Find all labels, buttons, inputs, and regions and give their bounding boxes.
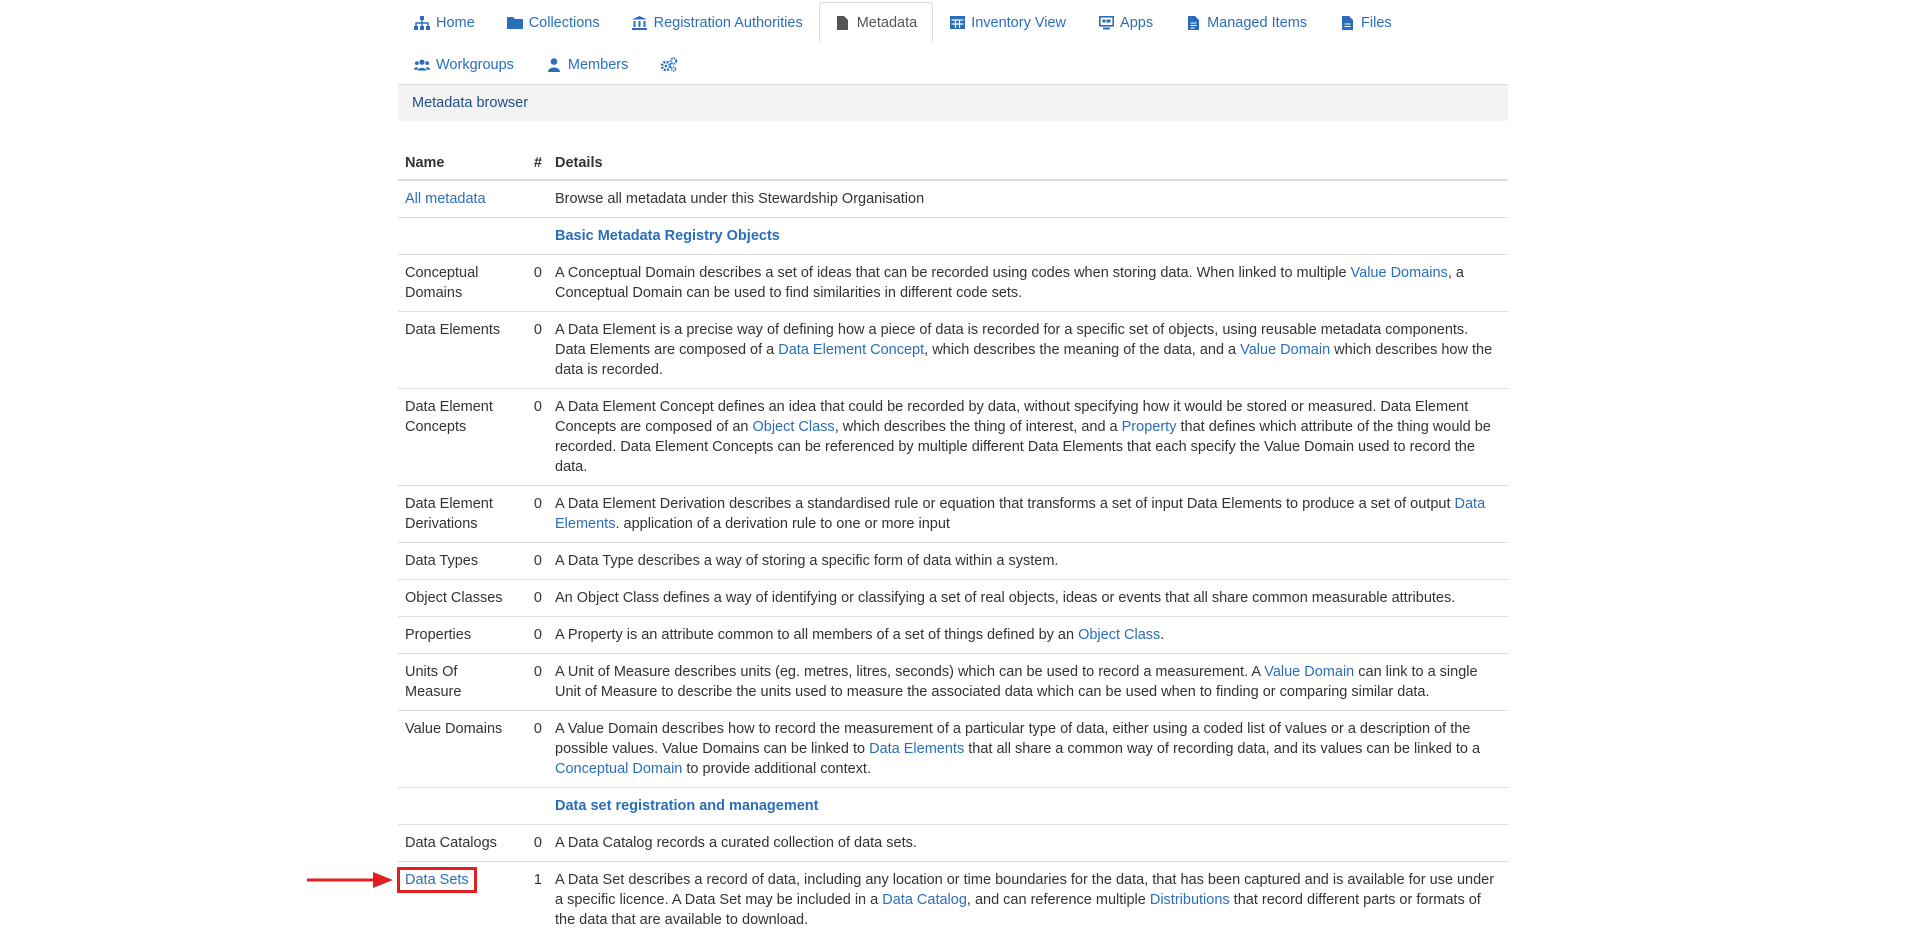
file-text-icon bbox=[1185, 16, 1201, 30]
name-cell bbox=[398, 389, 520, 486]
details-text: that all share a common way of recording data, and its values can be linked to a bbox=[964, 741, 1480, 757]
empty-cell bbox=[520, 788, 548, 825]
tab-settings[interactable] bbox=[644, 44, 694, 85]
file-alt-icon bbox=[1339, 16, 1355, 30]
details-cell bbox=[548, 180, 1508, 218]
count-cell: 0 bbox=[520, 580, 548, 617]
details-text: to provide additional context. bbox=[682, 761, 871, 777]
details-text: A Data Element Derivation describes a standardised rule or equation that transforms a set of input Data Elements to produce a set of output bbox=[555, 496, 1455, 512]
details-text: that defines which attribute of the thing would be recorded. Data Element Concepts can be referenced by multiple different Data Elements that each specify the Value Domain used to record the data. bbox=[555, 419, 1491, 475]
details-text: A Data Catalog records a curated collection of data sets. bbox=[555, 835, 917, 851]
bank-icon bbox=[632, 16, 648, 30]
link-data-elements[interactable]: Data Elements bbox=[869, 741, 964, 757]
count-cell bbox=[520, 180, 548, 218]
item-name-properties: Properties bbox=[405, 627, 471, 643]
name-cell bbox=[398, 312, 520, 389]
tab-label: Registration Authorities bbox=[654, 15, 803, 31]
details-text: A Data Element Concept defines an idea that could be recorded by data, without specifying how it would be stored or measured. Data Element Concepts are composed of an bbox=[555, 399, 1468, 435]
tab-label: Members bbox=[568, 57, 628, 73]
count-cell: 0 bbox=[520, 486, 548, 543]
link-object-class[interactable]: Object Class bbox=[752, 419, 834, 435]
link-data-element-concept[interactable]: Data Element Concept bbox=[778, 342, 924, 358]
link-distributions[interactable]: Distributions bbox=[1150, 892, 1230, 908]
item-name-all-metadata[interactable]: All metadata bbox=[405, 191, 486, 207]
details-text: can link to a single Unit of Measure to describe the units used to measure the associated data which can be used when to finding or comparing similar data. bbox=[555, 664, 1478, 700]
tab-inventory-view[interactable] bbox=[933, 2, 1082, 43]
table-row bbox=[398, 180, 1508, 218]
sitemap-icon bbox=[414, 16, 430, 30]
details-text: A Data Set describes a record of data, including any location or time boundaries for the data, that has been captured and is available for use under a specific licence. A Data Set may be included in a bbox=[555, 872, 1494, 908]
item-name-data-sets[interactable]: Data Sets bbox=[405, 872, 469, 888]
details-text: , which describes the meaning of the data, and a bbox=[924, 342, 1240, 358]
count-cell: 0 bbox=[520, 825, 548, 862]
empty-cell bbox=[398, 788, 520, 825]
table-header-row bbox=[398, 141, 1508, 180]
details-text: A Data Type describes a way of storing a specific form of data within a system. bbox=[555, 553, 1058, 569]
tab-apps[interactable] bbox=[1082, 2, 1169, 43]
details-text: A Conceptual Domain describes a set of ideas that can be recorded using codes when storing data. When linked to multiple bbox=[555, 265, 1351, 281]
link-property[interactable]: Property bbox=[1122, 419, 1177, 435]
details-text: which describes how the data is recorded. bbox=[555, 342, 1492, 378]
monitor-icon bbox=[1098, 16, 1114, 30]
tab-registration-authorities[interactable] bbox=[616, 2, 819, 43]
breadcrumb-metadata-browser[interactable]: Metadata browser bbox=[412, 95, 528, 111]
red-arrow-icon bbox=[305, 870, 395, 890]
table-row bbox=[398, 825, 1508, 862]
header-count: # bbox=[520, 141, 548, 180]
details-text: A Property is an attribute common to all members of a set of things defined by an bbox=[555, 627, 1078, 643]
header-name: Name bbox=[398, 141, 520, 180]
details-cell bbox=[548, 543, 1508, 580]
link-value-domain[interactable]: Value Domain bbox=[1240, 342, 1330, 358]
breadcrumb bbox=[398, 85, 1508, 121]
details-cell bbox=[548, 312, 1508, 389]
item-name-units-of-measure: Units Of Measure bbox=[405, 664, 461, 700]
table-row bbox=[398, 389, 1508, 486]
table-row bbox=[398, 862, 1508, 938]
count-cell: 1 bbox=[520, 862, 548, 938]
file-icon bbox=[835, 16, 851, 30]
tab-label: Metadata bbox=[857, 15, 917, 31]
link-data-catalog[interactable]: Data Catalog bbox=[882, 892, 967, 908]
details-cell bbox=[548, 654, 1508, 711]
table-row bbox=[398, 580, 1508, 617]
count-cell: 0 bbox=[520, 654, 548, 711]
name-cell bbox=[398, 255, 520, 312]
metadata-table bbox=[398, 141, 1508, 938]
details-text: A Data Element is a precise way of defining how a piece of data is recorded for a specific set of objects, using reusable metadata components. Data Elements are composed of a bbox=[555, 322, 1468, 358]
table-row bbox=[398, 711, 1508, 788]
link-conceptual-domain[interactable]: Conceptual Domain bbox=[555, 761, 682, 777]
details-cell bbox=[548, 711, 1508, 788]
count-cell: 0 bbox=[520, 255, 548, 312]
name-cell bbox=[398, 580, 520, 617]
details-text: A Unit of Measure describes units (eg. metres, litres, seconds) which can be used to record a measurement. A bbox=[555, 664, 1264, 680]
details-cell bbox=[548, 389, 1508, 486]
cogs-icon bbox=[660, 58, 678, 72]
link-data-elements[interactable]: Data Elements bbox=[555, 496, 1485, 532]
tab-metadata[interactable] bbox=[819, 2, 933, 43]
tab-home[interactable] bbox=[398, 2, 491, 43]
table-row bbox=[398, 654, 1508, 711]
count-cell: 0 bbox=[520, 711, 548, 788]
details-text: , a Conceptual Domain can be used to find similarities in different code sets. bbox=[555, 265, 1464, 301]
name-cell bbox=[398, 654, 520, 711]
tab-label: Apps bbox=[1120, 15, 1153, 31]
tab-files[interactable] bbox=[1323, 2, 1408, 43]
count-cell: 0 bbox=[520, 617, 548, 654]
details-text: . bbox=[1160, 627, 1164, 643]
page-container bbox=[398, 0, 1508, 938]
link-basic-metadata-registry-objects[interactable]: Basic Metadata Registry Objects bbox=[555, 228, 780, 244]
name-cell bbox=[398, 543, 520, 580]
details-text: , and can reference multiple bbox=[967, 892, 1150, 908]
details-cell bbox=[548, 825, 1508, 862]
folder-icon bbox=[507, 16, 523, 30]
link-object-class[interactable]: Object Class bbox=[1078, 627, 1160, 643]
details-text: An Object Class defines a way of identifying or classifying a set of real objects, ideas or events that all share common measurable attributes. bbox=[555, 590, 1455, 606]
link-data-set-registration-and-management[interactable]: Data set registration and management bbox=[555, 798, 819, 814]
item-name-conceptual-domains: Conceptual Domains bbox=[405, 265, 478, 301]
tab-label: Inventory View bbox=[971, 15, 1066, 31]
name-cell bbox=[398, 825, 520, 862]
user-icon bbox=[546, 58, 562, 72]
name-cell bbox=[398, 617, 520, 654]
item-name-data-elements: Data Elements bbox=[405, 322, 500, 338]
item-name-object-classes: Object Classes bbox=[405, 590, 503, 606]
table-row bbox=[398, 312, 1508, 389]
empty-cell bbox=[398, 218, 520, 255]
item-name-data-element-concepts: Data Element Concepts bbox=[405, 399, 493, 435]
details-cell bbox=[548, 862, 1508, 938]
table-row bbox=[398, 486, 1508, 543]
tab-managed-items[interactable] bbox=[1169, 2, 1323, 43]
details-cell bbox=[548, 255, 1508, 312]
tab-collections[interactable] bbox=[491, 2, 616, 43]
count-cell: 0 bbox=[520, 389, 548, 486]
tab-workgroups[interactable] bbox=[398, 44, 530, 85]
count-cell: 0 bbox=[520, 312, 548, 389]
tab-members[interactable] bbox=[530, 44, 644, 85]
header-details: Details bbox=[548, 141, 1508, 180]
item-name-value-domains: Value Domains bbox=[405, 721, 502, 737]
details-text: A Value Domain describes how to record the measurement of a particular type of data, either using a coded list of values or a description of the possible values. Value Domains can be linked to bbox=[555, 721, 1470, 757]
link-value-domains[interactable]: Value Domains bbox=[1351, 265, 1448, 281]
nav-tabs bbox=[398, 0, 1508, 85]
item-name-data-types: Data Types bbox=[405, 553, 478, 569]
count-cell: 0 bbox=[520, 543, 548, 580]
tab-label: Home bbox=[436, 15, 475, 31]
users-icon bbox=[414, 58, 430, 72]
section-title-cell bbox=[548, 788, 1508, 825]
section-title-cell bbox=[548, 218, 1508, 255]
item-name-data-element-derivations: Data Element Derivations bbox=[405, 496, 493, 532]
details-text: , which describes the thing of interest, and a bbox=[835, 419, 1122, 435]
item-name-data-catalogs: Data Catalogs bbox=[405, 835, 497, 851]
tab-label: Collections bbox=[529, 15, 600, 31]
details-text: . application of a derivation rule to one or more input bbox=[615, 516, 950, 532]
table-row bbox=[398, 617, 1508, 654]
name-cell bbox=[398, 180, 520, 218]
empty-cell bbox=[520, 218, 548, 255]
table-row bbox=[398, 543, 1508, 580]
details-text: Browse all metadata under this Stewardship Organisation bbox=[555, 191, 924, 207]
table-row bbox=[398, 255, 1508, 312]
tab-label: Managed Items bbox=[1207, 15, 1307, 31]
details-cell bbox=[548, 580, 1508, 617]
highlight-box bbox=[397, 867, 477, 893]
details-cell bbox=[548, 617, 1508, 654]
name-cell bbox=[398, 711, 520, 788]
section-row bbox=[398, 788, 1508, 825]
table-icon bbox=[949, 16, 965, 30]
name-cell bbox=[398, 486, 520, 543]
details-text: that record different parts or formats of the data that are available to download. bbox=[555, 892, 1481, 928]
link-value-domain[interactable]: Value Domain bbox=[1264, 664, 1354, 680]
details-cell bbox=[548, 486, 1508, 543]
tab-label: Workgroups bbox=[436, 57, 514, 73]
section-row bbox=[398, 218, 1508, 255]
tab-label: Files bbox=[1361, 15, 1392, 31]
